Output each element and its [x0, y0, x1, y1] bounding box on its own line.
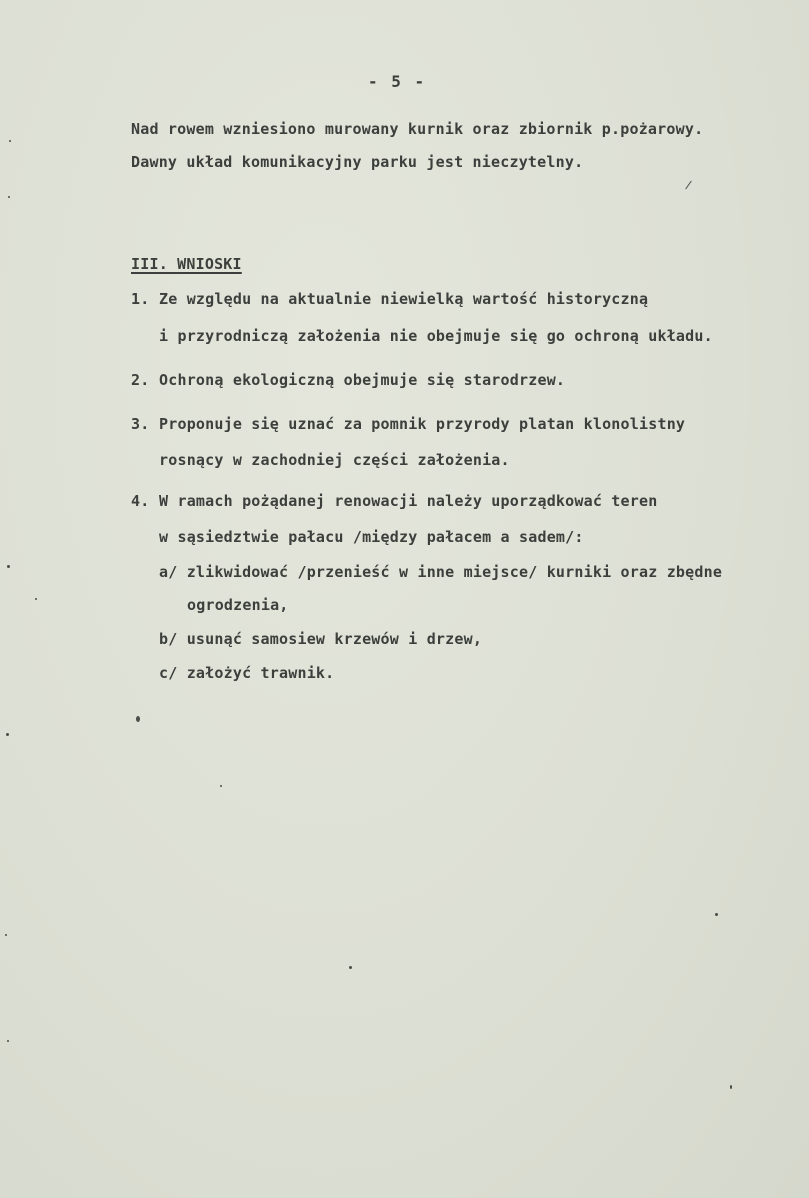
intro-line-1: Nad rowem wzniesiono murowany kurnik oraz zbiornik p.pożarowy.: [131, 120, 704, 138]
scan-speck: [8, 196, 10, 198]
subitem-a-line-2: ogrodzenia,: [187, 596, 289, 614]
subitem-b: b/ usunąć samosiew krzewów i drzew,: [159, 630, 483, 648]
item-1-number: 1.: [131, 290, 150, 308]
item-3-line-1: Proponuje się uznać za pomnik przyrody platan klonolistny: [159, 415, 686, 433]
item-1-line-2: i przyrodniczą założenia nie obejmuje się go ochroną układu.: [159, 327, 713, 345]
scan-speck: [35, 598, 37, 600]
item-3-line-2: rosnący w zachodniej części założenia.: [159, 451, 510, 469]
scan-speck: [6, 733, 9, 736]
item-4-line-2: w sąsiedztwie pałacu /między pałacem a sadem/:: [159, 528, 584, 546]
item-3-number: 3.: [131, 415, 150, 433]
subitem-c: c/ założyć trawnik.: [159, 664, 335, 682]
scan-speck: [349, 966, 352, 969]
item-1-line-1: Ze względu na aktualnie niewielką wartość historyczną: [159, 290, 649, 308]
item-1: [131, 290, 648, 308]
item-4-line-1: W ramach pożądanej renowacji należy uporządkować teren: [159, 492, 658, 510]
item-2-number: 2.: [131, 371, 150, 389]
section-heading: III. WNIOSKI: [131, 255, 242, 273]
pen-mark: [685, 181, 692, 190]
scan-speck: [220, 785, 222, 787]
item-2-line-1: Ochroną ekologiczną obejmuje się starodrzew.: [159, 371, 566, 389]
scan-speck: [9, 140, 11, 142]
scan-speck: [5, 934, 7, 936]
scan-speck: [7, 1040, 9, 1042]
subitem-a-line-1: a/ zlikwidować /przenieść w inne miejsce/ kurniki oraz zbędne: [159, 563, 723, 581]
item-4: [131, 492, 657, 510]
scan-speck: [730, 1085, 732, 1089]
page-number: - 5 -: [368, 72, 427, 91]
item-3: [131, 415, 685, 433]
item-4-number: 4.: [131, 492, 150, 510]
scan-speck: [7, 565, 10, 568]
scan-speck: [715, 913, 718, 916]
intro-line-2: Dawny układ komunikacyjny parku jest nieczytelny.: [131, 153, 584, 171]
item-2: [131, 371, 565, 389]
scan-speck: [136, 716, 140, 722]
